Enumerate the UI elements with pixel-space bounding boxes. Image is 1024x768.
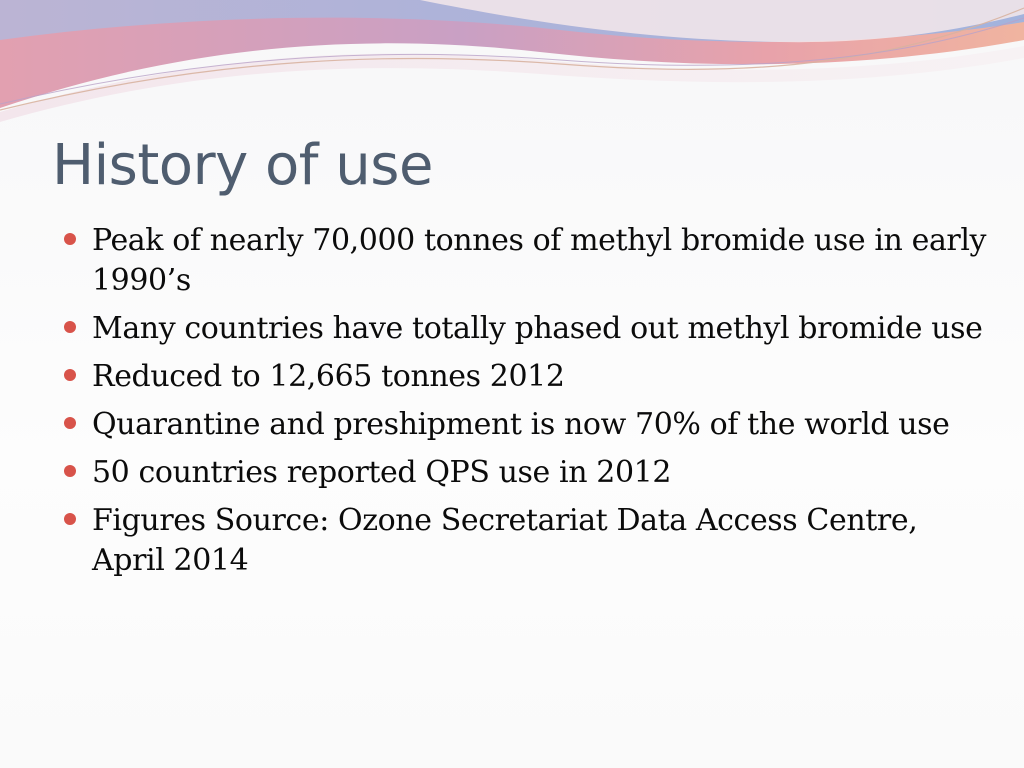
bullet-dot-icon <box>64 417 76 429</box>
bullet-dot-icon <box>64 513 76 525</box>
bullet-text: Reduced to 12,665 tonnes 2012 <box>92 359 565 394</box>
bullet-list <box>64 221 994 589</box>
bullet-text: Figures Source: Ozone Secretariat Data Access Centre, April 2014 <box>92 503 918 578</box>
bullet-dot-icon <box>64 465 76 477</box>
bullet-text: 50 countries reported QPS use in 2012 <box>92 455 672 490</box>
bullet-item <box>64 309 994 349</box>
bullet-text: Quarantine and preshipment is now 70% of the world use <box>92 407 950 442</box>
bullet-text: Many countries have totally phased out methyl bromide use <box>92 311 983 346</box>
decorative-wave-banner <box>0 0 1024 130</box>
bullet-dot-icon <box>64 321 76 333</box>
bullet-text: Peak of nearly 70,000 tonnes of methyl bromide use in early 1990’s <box>92 223 987 298</box>
bullet-dot-icon <box>64 233 76 245</box>
slide-title: History of use <box>52 133 433 198</box>
bullet-item <box>64 453 994 493</box>
bullet-dot-icon <box>64 369 76 381</box>
bullet-item <box>64 405 994 445</box>
bullet-item <box>64 501 994 581</box>
bullet-item <box>64 221 994 301</box>
bullet-item <box>64 357 994 397</box>
